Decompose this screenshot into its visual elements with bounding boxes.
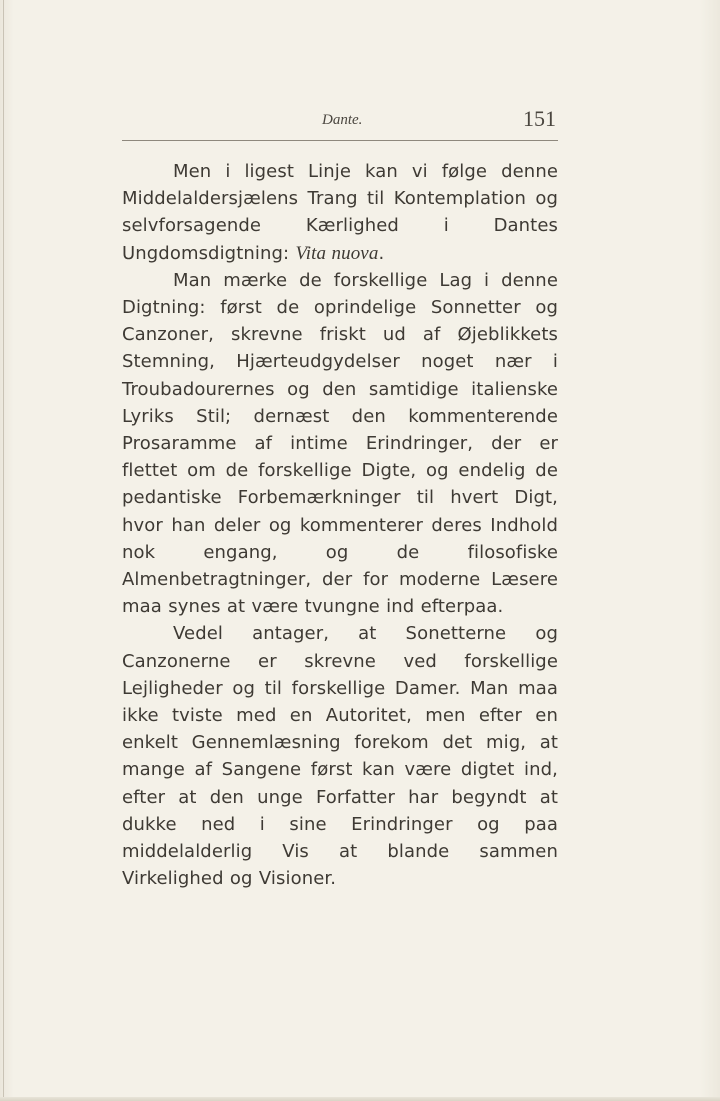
body-text — [122, 158, 558, 892]
running-title: Dante. — [322, 112, 363, 128]
header-rule — [122, 140, 558, 141]
page-number: 151 — [523, 106, 556, 131]
page-bottom-edge — [0, 1097, 720, 1101]
page-header — [122, 104, 558, 138]
paragraph-3: Vedel antager, at Sonetterne og Canzonerne er skrevne ved forskellige Lejligheder og til forskellige Damer. Man maa ikke tviste med en Autoritet, men efter en enkelt Gennemlæsning forekom det mig, at mange af Sangene først kan være digtet ind, efter at den unge Forfatter har begyndt at dukke ned i sine Erindringer og paa middelalderlig Vis at blande sammen Virkelighed og Visioner. — [122, 623, 558, 890]
paragraph-2: Man mærke de forskellige Lag i denne Digtning: først de oprindelige Sonnetter og Canzoner, skrevne friskt ud af Øjeblikkets Stemning, Hjærteudgydelser noget nær i Troubadourernes og den samtidige italienske Lyriks Stil; dernæst den kommenterende Prosaramme af intime Erindringer, der er flettet om de forskellige Digte, og endelig de pedantiske Forbemærkninger til hvert Digt, hvor han deler og kommenterer deres Indhold nok engang, og de filosofiske Almenbetragtninger, der for moderne Læsere maa synes at være tvungne ind efterpaa. — [122, 269, 558, 618]
paragraph-1 — [122, 158, 558, 267]
paragraph-1-end: . — [378, 242, 385, 264]
page-edge-line — [3, 0, 4, 1101]
work-title: Vita nuova — [295, 242, 379, 264]
paragraph-1-text: Men i ligest Linje kan vi følge denne Middelaldersjælens Trang til Kontemplation og selvforsagende Kærlighed i Dantes Ungdomsdigtning: — [122, 161, 558, 264]
